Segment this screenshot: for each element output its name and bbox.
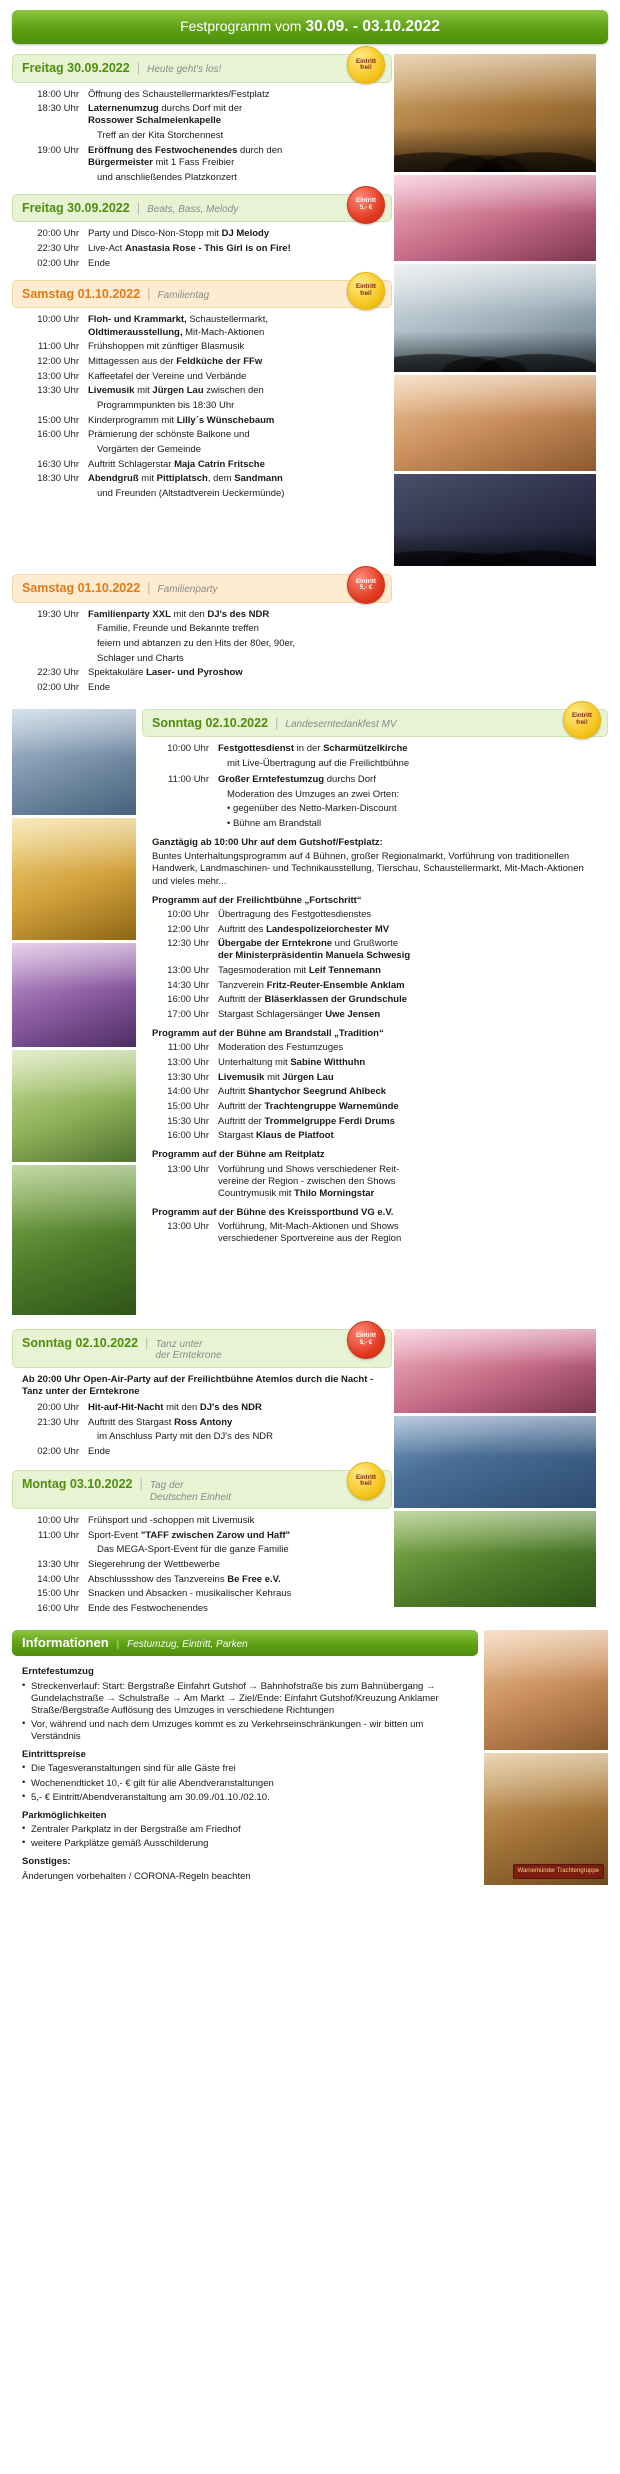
program-time: 16:00 Uhr: [37, 429, 79, 441]
program-time: 13:30 Uhr: [37, 385, 79, 397]
sundayparty-monday-text: [0, 1329, 392, 1618]
photo-sport-team: [394, 1416, 596, 1508]
info-list-item: • weitere Parkplätze gemäß Ausschilderung: [22, 1838, 470, 1850]
daybar-date: Samstag 01.10.2022: [22, 581, 141, 595]
program-text: Mittagessen aus der Feldküche der FFw: [88, 355, 263, 367]
program-time: 13:00 Uhr: [37, 370, 79, 382]
info-subtitle: Festumzug, Eintritt, Parken: [127, 1638, 248, 1650]
program-continuation: • gegenüber des Netto-Marken-Discount: [227, 803, 397, 815]
program-time: 16:30 Uhr: [37, 458, 79, 470]
program-time: 13:00 Uhr: [167, 1163, 209, 1175]
program-line: [152, 1101, 602, 1113]
program-continuation: und anschließendes Platzkonzert: [97, 171, 237, 183]
stage-heading-freilichtbuehne: Programm auf der Freilichtbühne „Fortschritt“: [152, 894, 362, 906]
badge-entry-price: [347, 1321, 385, 1359]
badge-line-1: Eintritt: [356, 283, 376, 291]
daybar-subtitle: Tanz unter der Erntekrone: [155, 1338, 222, 1362]
info-heading-sonstiges: Sonstiges:: [22, 1856, 71, 1868]
info-list-item: • Zentraler Parkplatz in der Bergstraße am Friedhof: [22, 1824, 470, 1836]
page-title-banner: [12, 10, 608, 44]
program-time: 20:00 Uhr: [37, 228, 79, 240]
allday-heading: Ganztägig ab 10:00 Uhr auf dem Gutshof/Festplatz:: [152, 837, 383, 849]
daybar-subtitle: Familienparty: [157, 584, 218, 595]
info-list-eintritt: [22, 1763, 470, 1803]
program-text: Stargast Schlagersänger Uwe Jensen: [218, 1009, 381, 1020]
badge-line-1: Eintritt: [572, 712, 592, 720]
program-text: Sport-Event "TAFF zwischen Zarow und Haff": [88, 1529, 291, 1541]
program-text: Auftritt der Bläserklassen der Grundschule: [218, 994, 408, 1006]
program-line: [152, 1042, 602, 1054]
section-sundayparty-monday: [0, 1329, 620, 1618]
daybar-divider: |: [147, 285, 151, 301]
program-text: Frühsport und -schoppen mit Livemusik: [88, 1515, 255, 1526]
program-time: 11:00 Uhr: [37, 341, 79, 353]
program-line: [22, 1446, 386, 1458]
info-divider: |: [116, 1638, 120, 1650]
daybar-date: Freitag 30.09.2022: [22, 200, 130, 215]
program-text: Übergabe der Erntekrone und Grußworte der Ministerpräsidentin Manuela Schwesig: [218, 938, 411, 962]
program-time: 14:00 Uhr: [167, 1086, 209, 1098]
badge-free-entry: [347, 1462, 385, 1500]
program-line: [152, 1086, 602, 1098]
photo-column-sunday: [0, 709, 136, 1315]
program-line: [152, 924, 602, 936]
daybar-subtitle: Familientag: [157, 289, 210, 301]
program-continuation: und Freunden (Altstadtverein Ueckermünde): [97, 487, 285, 499]
photo-interview-mayor: [12, 709, 136, 815]
program-text: Öffnung des Schaustellermarktes/Festplatz: [88, 88, 270, 100]
program-text: Familienparty XXL mit den DJ's des NDR: [88, 608, 270, 620]
info-heading-parken: Parkmöglichkeiten: [22, 1809, 107, 1821]
program-time: 21:30 Uhr: [37, 1416, 79, 1428]
daybar-divider: |: [136, 60, 141, 75]
program-text: Prämierung der schönste Balkone und: [88, 429, 250, 441]
photo-marching-band: [394, 54, 596, 172]
allday-text: Buntes Unterhaltungsprogramm auf 4 Bühnen, großer Regionalmarkt, Vorführung von traditionellen Handwerk, Landmaschinen- und Technikausstellung, Tierschau, Schaustellermarkt, Mit-Mach-Aktionen und vieles mehr...: [152, 851, 584, 887]
daybar-subtitle: Landeserntedankfest MV: [285, 718, 397, 730]
section-sunday: [0, 709, 620, 1315]
program-continuation: Das MEGA-Sport-Event für die ganze Familie: [97, 1544, 289, 1556]
program-text: Auftritt der Trachtengruppe Warnemünde: [218, 1100, 399, 1112]
program-sunday-party: [12, 1374, 392, 1458]
badge-free-entry: [347, 272, 385, 310]
daybar-date: Sonntag 02.10.2022: [22, 1335, 139, 1350]
program-line: [22, 145, 386, 169]
badge-line-1: Eintritt: [356, 577, 376, 585]
program-text: Live-Act Anastasia Rose - This Girl is on Fire!: [88, 243, 291, 254]
program-line: [152, 1164, 602, 1200]
program-time: 11:00 Uhr: [167, 774, 209, 785]
program-time: 18:30 Uhr: [37, 103, 79, 115]
program-line: [152, 1221, 602, 1245]
program-text: Ende: [88, 257, 111, 269]
photo-horse-riders: [12, 1050, 136, 1162]
section-saturday-party: [0, 566, 620, 697]
program-time: 02:00 Uhr: [37, 257, 79, 269]
program-continuation: Moderation des Umzuges an zwei Orten:: [227, 788, 400, 800]
daybar-subtitle: Heute geht's los!: [147, 64, 222, 75]
daybar-subtitle: Tag der Deutschen Einheit: [149, 1480, 232, 1503]
program-line: [152, 743, 602, 755]
info-text-column: [0, 1630, 484, 1885]
program-saturday-2: [12, 609, 392, 694]
program-time: 22:30 Uhr: [37, 667, 79, 679]
program-time: 18:30 Uhr: [37, 473, 79, 485]
info-body: [12, 1656, 478, 1882]
banner-prefix: Festprogramm vom: [180, 18, 302, 35]
program-time: 20:00 Uhr: [37, 1401, 79, 1413]
program-text: Ende des Festwochenendes: [88, 1602, 208, 1614]
sunday-party-headline: Ab 20:00 Uhr Open-Air-Party auf der Freilichtbühne Atemlos durch die Nacht - Tanz unter der Erntekrone: [22, 1373, 374, 1397]
program-line: [22, 1417, 386, 1429]
program-continuation: Vorgärten der Gemeinde: [97, 443, 202, 455]
program-line: [152, 965, 602, 977]
program-time: 10:00 Uhr: [37, 1515, 79, 1526]
program-time: 13:30 Uhr: [167, 1071, 209, 1083]
program-line: [22, 1530, 386, 1542]
info-list-item: • Streckenverlauf: Start: Bergstraße Einfahrt Gutshof → Bahnhofstraße bis zum Bahnübergang → Gundelachstraße → Schulstraße → Am Markt → Ziel/Ende: Einfahrt Gutshof/Kreuzung Anklamer Straße/Bergstraße Auflösung des Umzuges in verschiedene Richtungen: [22, 1681, 470, 1717]
program-time: 14:00 Uhr: [37, 1573, 79, 1585]
program-line: [22, 341, 386, 353]
program-continuation: Treff an der Kita Storchennest: [97, 130, 224, 142]
photo-singer-anastasia-rose: [394, 175, 596, 261]
program-time: 17:00 Uhr: [167, 1009, 209, 1020]
program-line: [22, 385, 386, 397]
program-line: [152, 1130, 602, 1142]
program-time: 15:00 Uhr: [37, 414, 79, 426]
badge-entry-price: [347, 186, 385, 224]
program-time: 12:00 Uhr: [37, 355, 79, 367]
program-line: [22, 1588, 386, 1600]
badge-line-2: frei!: [360, 289, 372, 297]
program-line: [22, 371, 386, 383]
infobar: [12, 1630, 478, 1657]
program-line: [22, 243, 386, 255]
program-line: [22, 1402, 386, 1414]
program-text: Auftritt der Trommelgruppe Ferdi Drums: [218, 1115, 395, 1127]
program-text: Abendgruß mit Pittiplatsch, dem Sandmann: [88, 473, 283, 485]
program-line: [22, 609, 386, 621]
sunday-text-column: [136, 709, 620, 1315]
photo-trachtengruppe: [484, 1753, 608, 1885]
photo-pyroshow: [394, 474, 596, 566]
program-text: Abschlussshow des Tanzvereins Be Free e.V.: [88, 1573, 281, 1585]
info-list-parken: [22, 1824, 470, 1850]
program-time: 13:00 Uhr: [167, 965, 209, 977]
program-text: Tanzverein Fritz-Reuter-Ensemble Anklam: [218, 979, 405, 991]
program-line: [152, 774, 602, 786]
photo-singer-stage: [12, 943, 136, 1047]
photo-column-top: [392, 54, 608, 566]
program-line: [22, 228, 386, 240]
program-time: 16:00 Uhr: [167, 994, 209, 1006]
program-text: Vorführung, Mit-Mach-Aktionen und Shows verschiedener Sportvereine aus der Region: [218, 1221, 402, 1245]
program-line: [152, 938, 602, 962]
program-time: 02:00 Uhr: [37, 1445, 79, 1457]
program-sunday-top: [142, 743, 608, 1245]
program-text: Tagesmoderation mit Leif Tennemann: [218, 965, 381, 977]
program-line: [22, 89, 386, 101]
program-friday-2: [12, 228, 392, 269]
info-list-item: • Vor, während und nach dem Umzuges kommt es zu Verkehrseinschränkungen - wir bitten um Verständnis: [22, 1719, 470, 1743]
photo-spacer: [392, 566, 608, 697]
badge-entry-price: [347, 566, 385, 604]
program-continuation: feiern und abtanzen zu den Hits der 80er, 90er,: [97, 637, 296, 649]
program-text: Ende: [88, 681, 111, 693]
program-line: [22, 415, 386, 427]
program-text: Spektakuläre Laser- und Pyroshow: [88, 667, 243, 679]
program-text: Hit-auf-Hit-Nacht mit den DJ's des NDR: [88, 1401, 262, 1413]
program-time: 22:30 Uhr: [37, 243, 79, 254]
program-time: 18:00 Uhr: [37, 88, 79, 100]
program-line: [152, 909, 602, 921]
daybar-saturday-2: [12, 574, 392, 603]
program-saturday-1: [12, 314, 392, 500]
program-text: Auftritt des Stargast Ross Antony: [88, 1416, 233, 1428]
program-time: 11:00 Uhr: [167, 1042, 209, 1054]
info-list-item: • Die Tagesveranstaltungen sind für alle Gäste frei: [22, 1763, 470, 1775]
program-line: [152, 1057, 602, 1069]
photo-column-bottom: [392, 1329, 608, 1618]
daybar-friday-1: [12, 54, 392, 83]
program-time: 11:00 Uhr: [37, 1529, 79, 1541]
daybar-sunday: [142, 709, 608, 738]
badge-line-1: Eintritt: [356, 197, 376, 205]
program-continuation: mit Live-Übertragung auf die Freilichtbühne: [227, 757, 410, 769]
program-text: Auftritt Shantychor Seegrund Ahlbeck: [218, 1086, 387, 1098]
program-text: Auftritt des Landespolizeiorchester MV: [218, 923, 390, 935]
daybar-divider: |: [145, 1334, 149, 1350]
program-line: [22, 429, 386, 441]
program-line: [22, 459, 386, 471]
section-information: [0, 1630, 620, 1885]
program-continuation: • Bühne am Brandstall: [227, 817, 322, 829]
program-time: 19:00 Uhr: [37, 144, 79, 156]
program-time: 13:00 Uhr: [167, 1221, 209, 1233]
info-list-item: • Wochenendticket 10,- € gilt für alle Abendveranstaltungen: [22, 1778, 470, 1790]
badge-line-1: Eintritt: [356, 1332, 376, 1340]
program-line: [152, 1009, 602, 1021]
photo-mascot-pittiplatsch: [394, 375, 596, 471]
program-line: [152, 994, 602, 1006]
stage-heading-kreissportbund: Programm auf der Bühne des Kreissportbund VG e.V.: [152, 1207, 394, 1219]
badge-line-1: Eintritt: [356, 57, 376, 65]
info-list-umzug: [22, 1681, 470, 1744]
program-line: [22, 356, 386, 368]
program-text: Snacken und Absacken - musikalischer Kehraus: [88, 1588, 292, 1600]
photo-ross-antony: [394, 1329, 596, 1413]
stage-heading-brandstall: Programm auf der Bühne am Brandstall „Tradition“: [152, 1028, 384, 1040]
program-text: Ende: [88, 1445, 111, 1457]
photo-harvest-crown: [12, 818, 136, 940]
program-line: [22, 667, 386, 679]
program-time: 13:30 Uhr: [37, 1558, 79, 1570]
program-line: [22, 1559, 386, 1571]
program-time: 13:00 Uhr: [167, 1056, 209, 1068]
photo-family-day: [394, 264, 596, 372]
program-line: [22, 1603, 386, 1615]
program-time: 16:00 Uhr: [167, 1130, 209, 1142]
program-text: Kinderprogramm mit Lilly´s Wünschebaum: [88, 414, 275, 426]
program-time: 12:00 Uhr: [167, 923, 209, 935]
program-text: Laternenumzug durchs Dorf mit der Rossower Schalmeienkapelle: [88, 103, 243, 127]
badge-free-entry: [563, 701, 601, 739]
program-friday-1: [12, 89, 392, 184]
daybar-date: Freitag 30.09.2022: [22, 61, 130, 75]
program-line: [22, 1515, 386, 1527]
saturday-party-text: [0, 574, 392, 697]
program-text: Livemusik mit Jürgen Lau: [218, 1071, 334, 1083]
program-text: Eröffnung des Festwochenendes durch den Bürgermeister mit 1 Fass Freibier: [88, 144, 283, 168]
info-heading-eintritt: Eintrittspreise: [22, 1749, 86, 1761]
info-sonstiges-text: Änderungen vorbehalten / CORONA-Regeln beachten: [22, 1870, 251, 1882]
daybar-divider: |: [139, 1476, 143, 1491]
program-line: [22, 314, 386, 338]
program-continuation: im Anschluss Party mit den DJ's des NDR: [97, 1431, 274, 1443]
program-text: Siegerehrung der Wettbewerbe: [88, 1558, 220, 1570]
program-line: [152, 980, 602, 992]
program-text: Party und Disco-Non-Stopp mit DJ Melody: [88, 228, 270, 240]
info-title: Informationen: [22, 1634, 109, 1650]
program-line: [152, 1072, 602, 1084]
program-time: 10:00 Uhr: [167, 743, 209, 755]
program-time: 02:00 Uhr: [37, 681, 79, 693]
photo-guitar-player: [12, 1165, 136, 1315]
section-friday-saturday: [0, 54, 620, 566]
badge-free-entry: [347, 46, 385, 84]
program-text: Festgottesdienst in der Scharmützelkirche: [218, 743, 408, 755]
program-text: Vorführung und Shows verschiedener Reit- vereine der Region - zwischen den Shows Countrymusik mit Thilo Morningstar: [218, 1163, 400, 1199]
program-text: Kaffeetafel der Vereine und Verbände: [88, 370, 247, 382]
program-text: Floh- und Krammarkt, Schaustellermarkt, Oldtimerausstellung, Mit-Mach-Aktionen: [88, 314, 269, 338]
info-list-item: • 5,- € Eintritt/Abendveranstaltung am 30.09./01.10./02.10.: [22, 1792, 470, 1804]
daybar-subtitle: Beats, Bass, Melody: [147, 203, 239, 215]
badge-line-2: 5,- €: [359, 584, 373, 591]
program-time: 10:00 Uhr: [37, 314, 79, 326]
badge-line-1: Eintritt: [356, 1473, 376, 1481]
program-text: Auftritt Schlagerstar Maja Catrin Fritsche: [88, 458, 265, 470]
daybar-divider: |: [147, 580, 151, 595]
daybar-date: Montag 03.10.2022: [22, 1477, 133, 1491]
program-time: 14:30 Uhr: [167, 979, 209, 991]
program-time: 15:00 Uhr: [37, 1588, 79, 1600]
badge-line-2: 5,- €: [359, 203, 373, 211]
daybar-sunday-party: [12, 1329, 392, 1368]
badge-line-2: frei!: [360, 1480, 372, 1487]
program-text: Stargast Klaus de Platfoot: [218, 1130, 334, 1142]
program-text: Großer Erntefestumzug durchs Dorf: [218, 774, 376, 785]
program-text: Moderation des Festumzuges: [218, 1042, 344, 1054]
program-line: [22, 473, 386, 485]
program-time: 15:00 Uhr: [167, 1100, 209, 1112]
badge-line-2: frei!: [576, 718, 588, 726]
banner-dates: 30.09. - 03.10.2022: [305, 18, 440, 36]
info-heading-umzug: Erntefestumzug: [22, 1666, 94, 1678]
page-bottom-spacer: [0, 1885, 620, 1899]
program-time: 19:30 Uhr: [37, 608, 79, 620]
program-time: 16:00 Uhr: [37, 1602, 79, 1614]
daybar-divider: |: [136, 199, 141, 215]
program-line: [22, 682, 386, 694]
daybar-friday-2: [12, 194, 392, 223]
program-text: Frühshoppen mit zünftiger Blasmusik: [88, 341, 245, 353]
program-text: Übertragung des Festgottesdienstes: [218, 908, 372, 920]
photo-harvest-wagon: [484, 1630, 608, 1750]
program-time: 15:30 Uhr: [167, 1115, 209, 1127]
program-time: 10:00 Uhr: [167, 908, 209, 920]
badge-line-2: frei!: [360, 64, 372, 71]
daybar-saturday-1: [12, 280, 392, 309]
badge-line-2: 5,- €: [359, 1338, 373, 1346]
photo-column-info: [484, 1630, 620, 1885]
program-monday: [12, 1515, 392, 1615]
program-time: 12:30 Uhr: [167, 938, 209, 950]
program-line: [22, 1574, 386, 1586]
daybar-divider: |: [275, 714, 279, 730]
program-continuation: Programmpunkten bis 18:30 Uhr: [97, 399, 235, 411]
friday-saturday-text-column: [0, 54, 392, 566]
photo-caption-plate: Warnemünder Trachtengruppe: [513, 1864, 605, 1879]
stage-heading-reitplatz: Programm auf der Bühne am Reitplatz: [152, 1149, 325, 1161]
program-continuation: Familie, Freunde und Bekannte treffen: [97, 623, 259, 635]
program-line: [22, 258, 386, 270]
program-line: [152, 1116, 602, 1128]
daybar-date: Samstag 01.10.2022: [22, 286, 141, 301]
festival-program-page: [0, 10, 620, 1899]
program-text: Livemusik mit Jürgen Lau zwischen den: [88, 385, 264, 397]
daybar-monday: [12, 1470, 392, 1509]
program-line: [22, 103, 386, 127]
daybar-date: Sonntag 02.10.2022: [152, 715, 269, 730]
program-continuation: Schlager und Charts: [97, 652, 184, 664]
photo-dance-group: [394, 1511, 596, 1607]
program-text: Unterhaltung mit Sabine Witthuhn: [218, 1056, 366, 1068]
